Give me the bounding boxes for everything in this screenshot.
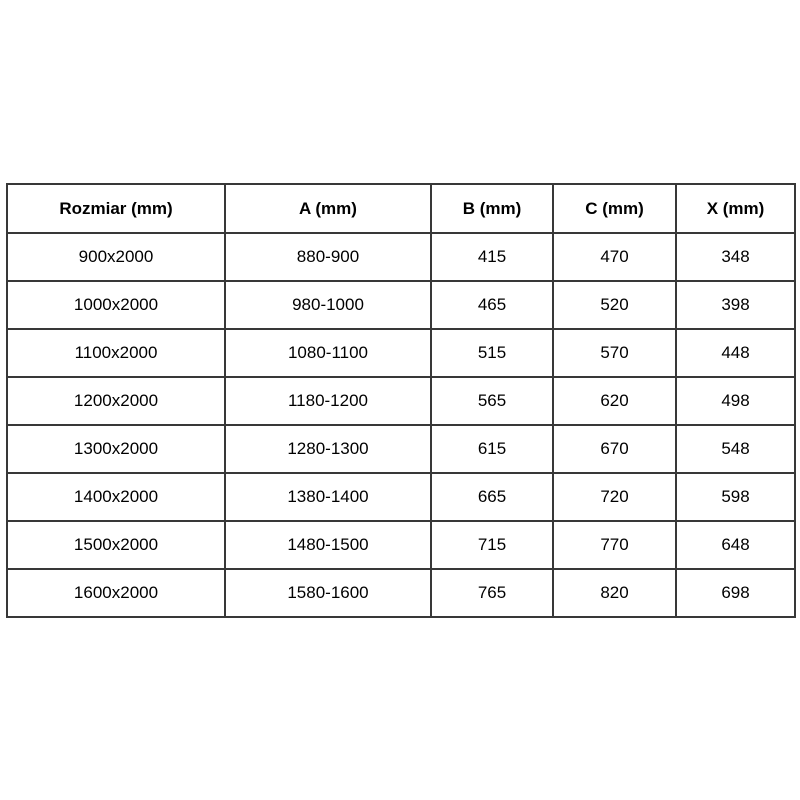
cell-size: 900x2000 xyxy=(7,233,225,281)
table-row xyxy=(7,281,795,329)
table-row xyxy=(7,377,795,425)
size-table-container xyxy=(6,183,796,618)
cell-x: 548 xyxy=(676,425,795,473)
header-cell-c: C (mm) xyxy=(553,184,676,233)
cell-b: 565 xyxy=(431,377,553,425)
cell-c: 470 xyxy=(553,233,676,281)
cell-c: 670 xyxy=(553,425,676,473)
cell-x: 598 xyxy=(676,473,795,521)
cell-a: 1580-1600 xyxy=(225,569,431,617)
cell-x: 498 xyxy=(676,377,795,425)
header-row xyxy=(7,184,795,233)
cell-x: 348 xyxy=(676,233,795,281)
table-row xyxy=(7,473,795,521)
cell-c: 770 xyxy=(553,521,676,569)
cell-b: 615 xyxy=(431,425,553,473)
cell-size: 1600x2000 xyxy=(7,569,225,617)
cell-c: 720 xyxy=(553,473,676,521)
cell-a: 1280-1300 xyxy=(225,425,431,473)
table-row xyxy=(7,425,795,473)
header-cell-a: A (mm) xyxy=(225,184,431,233)
table-row xyxy=(7,233,795,281)
cell-size: 1400x2000 xyxy=(7,473,225,521)
size-spec-table xyxy=(6,183,796,618)
cell-a: 1380-1400 xyxy=(225,473,431,521)
cell-x: 448 xyxy=(676,329,795,377)
cell-size: 1000x2000 xyxy=(7,281,225,329)
cell-size: 1500x2000 xyxy=(7,521,225,569)
cell-c: 820 xyxy=(553,569,676,617)
cell-b: 515 xyxy=(431,329,553,377)
cell-b: 715 xyxy=(431,521,553,569)
cell-a: 1180-1200 xyxy=(225,377,431,425)
cell-a: 1080-1100 xyxy=(225,329,431,377)
table-body xyxy=(7,233,795,617)
header-cell-rozmiar: Rozmiar (mm) xyxy=(7,184,225,233)
cell-b: 415 xyxy=(431,233,553,281)
cell-b: 665 xyxy=(431,473,553,521)
header-cell-x: X (mm) xyxy=(676,184,795,233)
cell-a: 1480-1500 xyxy=(225,521,431,569)
cell-size: 1300x2000 xyxy=(7,425,225,473)
cell-c: 620 xyxy=(553,377,676,425)
table-row xyxy=(7,569,795,617)
cell-x: 398 xyxy=(676,281,795,329)
cell-size: 1100x2000 xyxy=(7,329,225,377)
cell-size: 1200x2000 xyxy=(7,377,225,425)
cell-a: 880-900 xyxy=(225,233,431,281)
table-header xyxy=(7,184,795,233)
cell-a: 980-1000 xyxy=(225,281,431,329)
cell-x: 648 xyxy=(676,521,795,569)
cell-c: 570 xyxy=(553,329,676,377)
cell-c: 520 xyxy=(553,281,676,329)
cell-x: 698 xyxy=(676,569,795,617)
table-row xyxy=(7,329,795,377)
cell-b: 465 xyxy=(431,281,553,329)
table-row xyxy=(7,521,795,569)
header-cell-b: B (mm) xyxy=(431,184,553,233)
cell-b: 765 xyxy=(431,569,553,617)
